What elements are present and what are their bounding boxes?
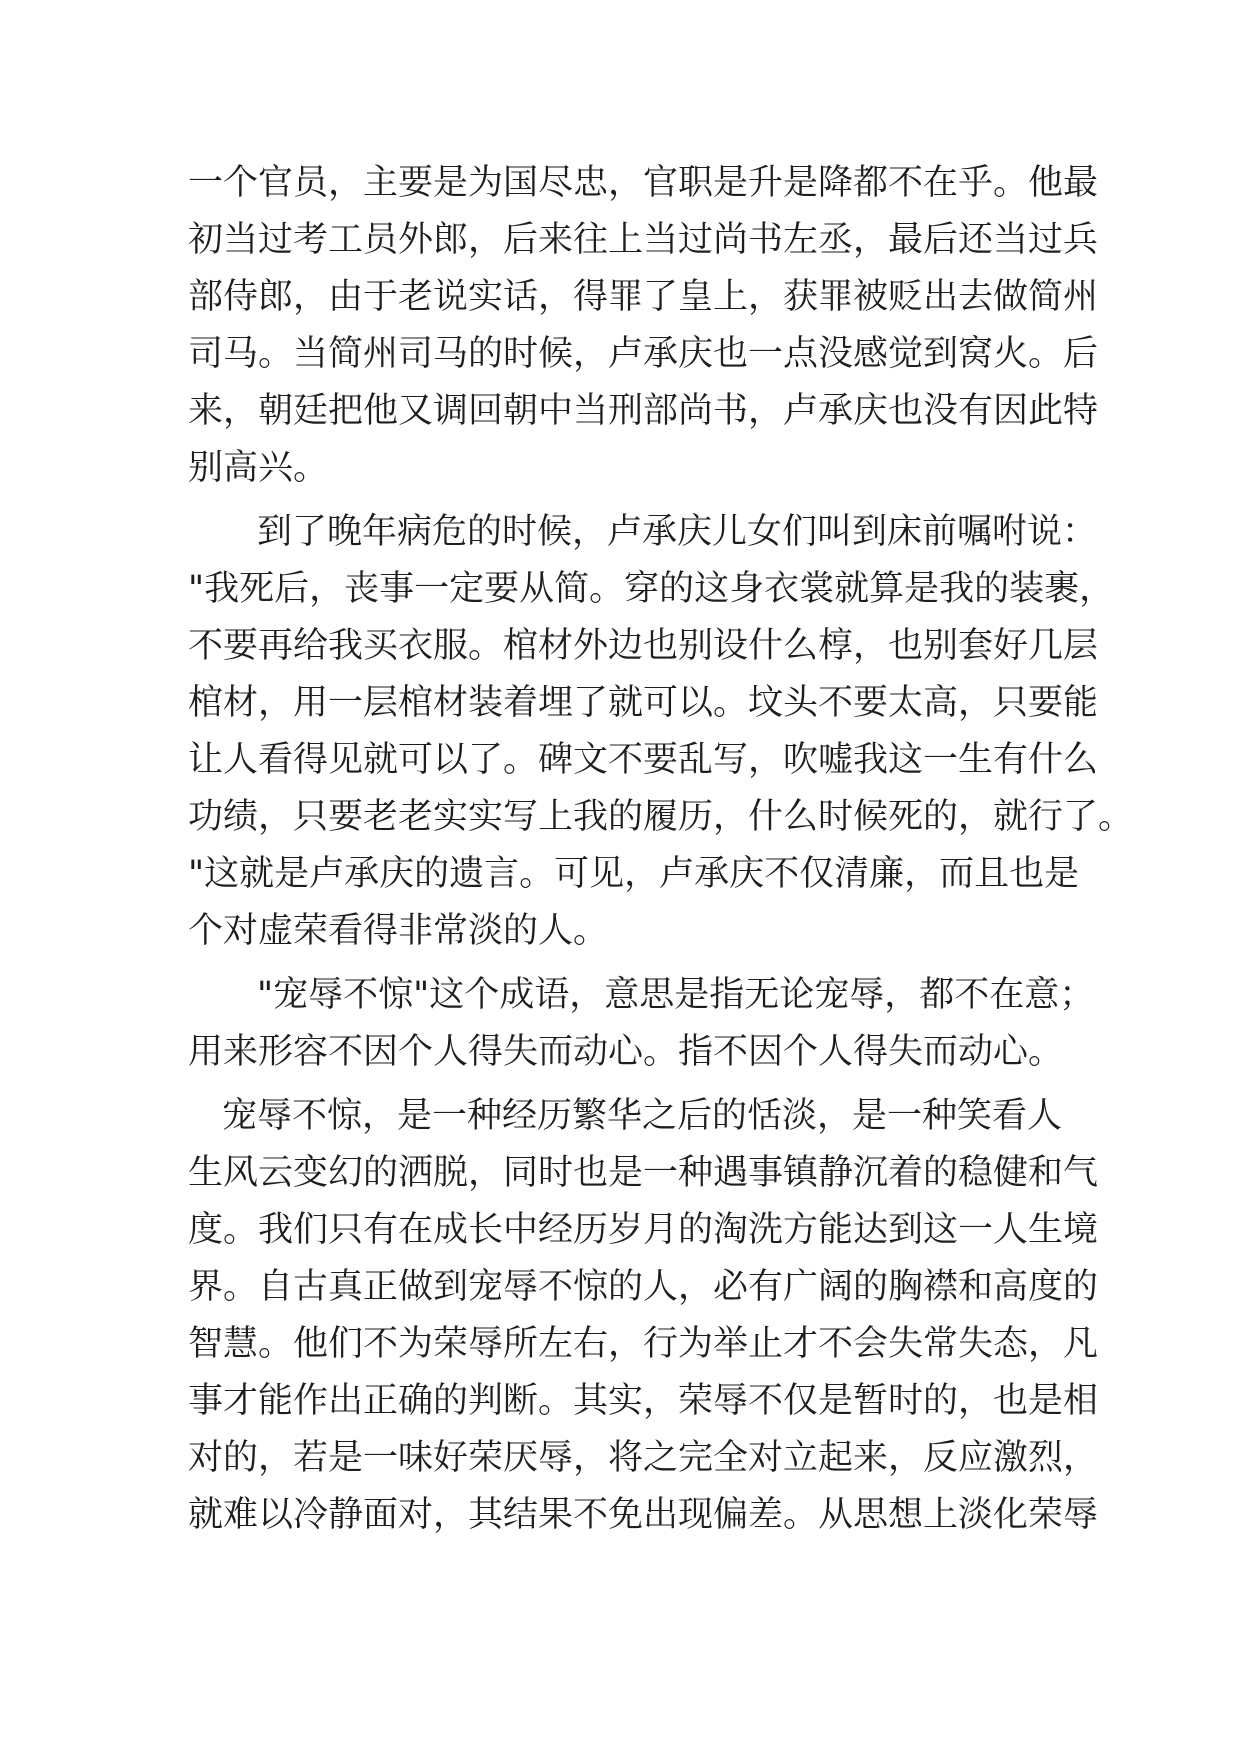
text-line-18: 生风云变幻的洒脱，同时也是一种遇事镇静沉着的稳健和气 xyxy=(188,1153,1099,1193)
text-line-11: 让人看得见就可以了。碑文不要乱写，吹嘘我这一生有什么 xyxy=(188,740,1099,780)
text-line-3: 部侍郎，由于老说实话，得罪了皇上，获罪被贬出去做简州 xyxy=(188,277,1099,317)
text-line-12: 功绩，只要老老实实写上我的履历，什么时候死的，就行了。 xyxy=(188,797,1134,837)
text-line-24: 就难以冷静面对，其结果不免出现偏差。从思想上淡化荣辱 xyxy=(188,1495,1099,1535)
text-line-16: 用来形容不因个人得失而动心。指不因个人得失而动心。 xyxy=(188,1032,1064,1072)
text-line-17: 宠辱不惊，是一种经历繁华之后的恬淡，是一种笑看人 xyxy=(222,1096,1063,1136)
text-line-2: 初当过考工员外郎，后来往上当过尚书左丞，最后还当过兵 xyxy=(188,220,1099,260)
text-line-20: 界。自古真正做到宠辱不惊的人，必有广阔的胸襟和高度的 xyxy=(188,1267,1099,1307)
text-line-13: "这就是卢承庆的遗言。可见，卢承庆不仅清廉，而且也是 xyxy=(188,854,1080,894)
text-line-1: 一个官员，主要是为国尽忠，官职是升是降都不在乎。他最 xyxy=(188,163,1099,203)
text-line-15: "宠辱不惊"这个成语，意思是指无论宠辱，都不在意； xyxy=(257,975,1095,1015)
text-line-14: 个对虚荣看得非常淡的人。 xyxy=(188,911,609,951)
text-line-9: 不要再给我买衣服。棺材外边也别设什么椁，也别套好几层 xyxy=(188,626,1099,666)
text-line-5: 来，朝廷把他又调回朝中当刑部尚书，卢承庆也没有因此特 xyxy=(188,391,1099,431)
text-line-7: 到了晚年病危的时候，卢承庆儿女们叫到床前嘱咐说： xyxy=(257,512,1098,552)
text-line-23: 对的，若是一味好荣厌辱，将之完全对立起来，反应激烈， xyxy=(188,1438,1099,1478)
text-line-10: 棺材，用一层棺材装着埋了就可以。坟头不要太高，只要能 xyxy=(188,683,1099,723)
text-line-21: 智慧。他们不为荣辱所左右，行为举止才不会失常失态，凡 xyxy=(188,1324,1099,1364)
text-line-6: 别高兴。 xyxy=(188,448,329,488)
text-line-4: 司马。当简州司马的时候，卢承庆也一点没感觉到窝火。后 xyxy=(188,334,1099,374)
text-line-22: 事才能作出正确的判断。其实，荣辱不仅是暂时的，也是相 xyxy=(188,1381,1099,1421)
text-line-19: 度。我们只有在成长中经历岁月的淘洗方能达到这一人生境 xyxy=(188,1210,1099,1250)
text-line-8: "我死后，丧事一定要从简。穿的这身衣裳就算是我的装裹， xyxy=(188,569,1115,609)
